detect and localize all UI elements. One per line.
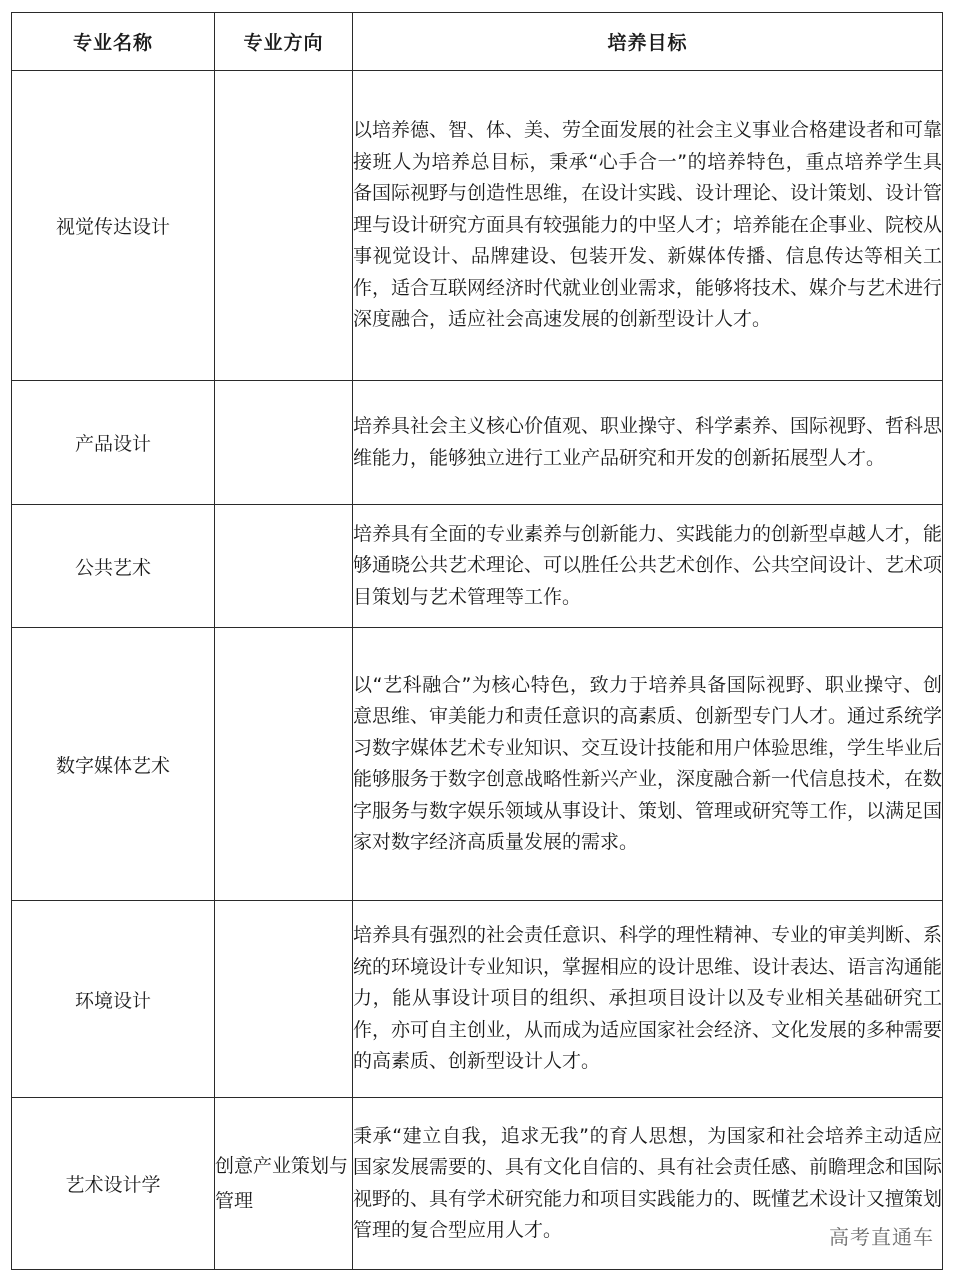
major-direction (215, 381, 353, 505)
table-row (12, 628, 943, 901)
table-row (12, 505, 943, 628)
table-row (12, 1098, 943, 1270)
major-name: 视觉传达设计 (12, 71, 215, 381)
major-direction (215, 901, 353, 1098)
major-direction (215, 628, 353, 901)
table-row (12, 381, 943, 505)
majors-table (11, 12, 943, 1270)
major-name: 数字媒体艺术 (12, 628, 215, 901)
major-direction (215, 505, 353, 628)
major-direction (215, 71, 353, 381)
major-name: 环境设计 (12, 901, 215, 1098)
major-direction: 创意产业策划与管理 (215, 1098, 353, 1270)
watermark: 高考直通车 (827, 1221, 936, 1250)
training-goal: 培养具有强烈的社会责任意识、科学的理性精神、专业的审美判断、系统的环境设计专业知识，掌握相应的设计思维、设计表达、语言沟通能力，能从事设计项目的组织、承担项目设计以及专业相关基础研究工作，亦可自主创业，从而成为适应国家社会经济、文化发展的多种需要的高素质、创新型设计人才。 (353, 901, 943, 1098)
header-row (12, 13, 943, 71)
header-training-goal: 培养目标 (353, 13, 943, 71)
header-major-direction: 专业方向 (215, 13, 353, 71)
major-name: 产品设计 (12, 381, 215, 505)
major-name: 公共艺术 (12, 505, 215, 628)
training-goal: 以培养德、智、体、美、劳全面发展的社会主义事业合格建设者和可靠接班人为培养总目标，秉承“心手合一”的培养特色，重点培养学生具备国际视野与创造性思维，在设计实践、设计理论、设计策划、设计管理与设计研究方面具有较强能力的中坚人才；培养能在企事业、院校从事视觉设计、品牌建设、包装开发、新媒体传播、信息传达等相关工作，适合互联网经济时代就业创业需求，能够将技术、媒介与艺术进行深度融合，适应社会高速发展的创新型设计人才。 (353, 71, 943, 381)
training-goal: 培养具社会主义核心价值观、职业操守、科学素养、国际视野、哲科思维能力，能够独立进行工业产品研究和开发的创新拓展型人才。 (353, 381, 943, 505)
major-name: 艺术设计学 (12, 1098, 215, 1270)
header-major-name: 专业名称 (12, 13, 215, 71)
training-goal: 培养具有全面的专业素养与创新能力、实践能力的创新型卓越人才，能够通晓公共艺术理论、可以胜任公共艺术创作、公共空间设计、艺术项目策划与艺术管理等工作。 (353, 505, 943, 628)
table-row (12, 901, 943, 1098)
training-goal: 秉承“建立自我，追求无我”的育人思想，为国家和社会培养主动适应国家发展需要的、具有文化自信的、具有社会责任感、前瞻理念和国际视野的、具有学术研究能力和项目实践能力的、既懂艺术设计又擅策划管理的复合型应用人才。 (353, 1098, 943, 1270)
training-goal: 以“艺科融合”为核心特色，致力于培养具备国际视野、职业操守、创意思维、审美能力和责任意识的高素质、创新型专门人才。通过系统学习数字媒体艺术专业知识、交互设计技能和用户体验思维，学生毕业后能够服务于数字创意战略性新兴产业，深度融合新一代信息技术，在数字服务与数字娱乐领域从事设计、策划、管理或研究等工作，以满足国家对数字经济高质量发展的需求。 (353, 628, 943, 901)
table-row (12, 71, 943, 381)
